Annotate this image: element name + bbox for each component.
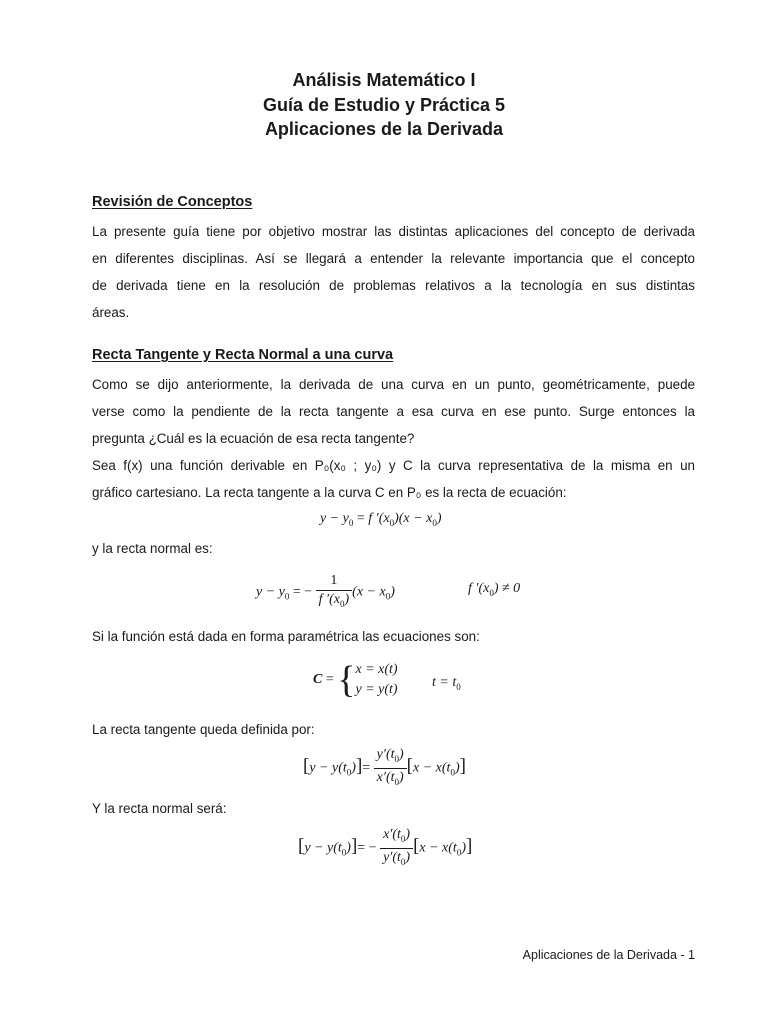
normal-param-intro-text: Y la recta normal será: xyxy=(92,801,227,816)
tangent-slope-fraction: $\frac{y'(t_0)}{x'(t_0)}$ xyxy=(374,746,407,791)
equation-parametric-normal: $[y - y(t_0)]=$ − $\frac{x'(t_0)}{y'(t_0)}$ $[x - x(t_0)]$ xyxy=(298,826,472,871)
paragraph-line: Sea f(x) una función derivable en P₀(x₀ ; y₀) y C la curva representativa de la misma en un xyxy=(92,458,695,473)
section-revision-paragraph xyxy=(92,218,695,326)
equation-parametric-system: C = { x = x(t) y = y(t) xyxy=(313,659,398,701)
section-tangent-paragraph xyxy=(92,371,695,506)
paragraph-line: La presente guía tiene por objetivo mostrar las distintas aplicaciones del concepto de derivada xyxy=(92,224,695,239)
equation-parameter-value: $t = t_0$ xyxy=(432,675,461,692)
title-course: Análisis Matemático I xyxy=(292,70,476,90)
paragraph-line: pregunta ¿Cuál es la ecuación de esa recta tangente? xyxy=(92,431,415,446)
equation-normal-condition: f $'(x_0) \ne 0$ xyxy=(468,581,521,598)
equation-parametric-tangent: $[y - y(t_0)]=$ $\frac{y'(t_0)}{x'(t_0)}$ $[x - x(t_0)]$ xyxy=(303,746,466,791)
equation-normal-line: $y - y_0$ = − $\frac{1}{f '(x_0)}$ $(x - x_0)$ xyxy=(256,572,395,613)
page-footer: Aplicaciones de la Derivada - 1 xyxy=(522,948,695,962)
paragraph-line: en diferentes disciplinas. Así se llegará a entender la relevante importancia que el concepto xyxy=(92,251,695,266)
paragraph-line: de derivada tiene en la resolución de problemas relativos a la tecnología en sus distintas xyxy=(92,278,695,293)
paragraph-line: áreas. xyxy=(92,305,130,320)
paragraph-line: Como se dijo anteriormente, la derivada de una curva en un punto, geométricamente, puede xyxy=(92,377,695,392)
title-guide: Guía de Estudio y Práctica 5 xyxy=(262,94,506,115)
title-topic: Aplicaciones de la Derivada xyxy=(264,119,504,139)
normal-slope-fraction: $\frac{x'(t_0)}{y'(t_0)}$ xyxy=(380,826,413,871)
normal-fraction: $\frac{1}{f '(x_0)}$ xyxy=(316,572,353,613)
paragraph-line: gráfico cartesiano. La recta tangente a la curva C en P₀ es la recta de ecuación: xyxy=(92,485,567,500)
document-title xyxy=(0,68,768,142)
equation-tangent-line: $y - y_0 = f$ $'(x_0)(x - x_0)$ xyxy=(320,511,442,528)
section-heading-tangent-normal: Recta Tangente y Recta Normal a una curva xyxy=(92,347,394,363)
paragraph-line: verse como la pendiente de la recta tangente a esa curva en ese punto. Surge entonces la xyxy=(92,404,695,419)
tangent-param-intro-text: La recta tangente queda definida por: xyxy=(92,722,315,737)
section-heading-revision: Revisión de Conceptos xyxy=(92,194,253,210)
parametric-intro-text: Si la función está dada en forma paramétrica las ecuaciones son: xyxy=(92,629,480,644)
normal-intro-text: y la recta normal es: xyxy=(92,541,213,556)
